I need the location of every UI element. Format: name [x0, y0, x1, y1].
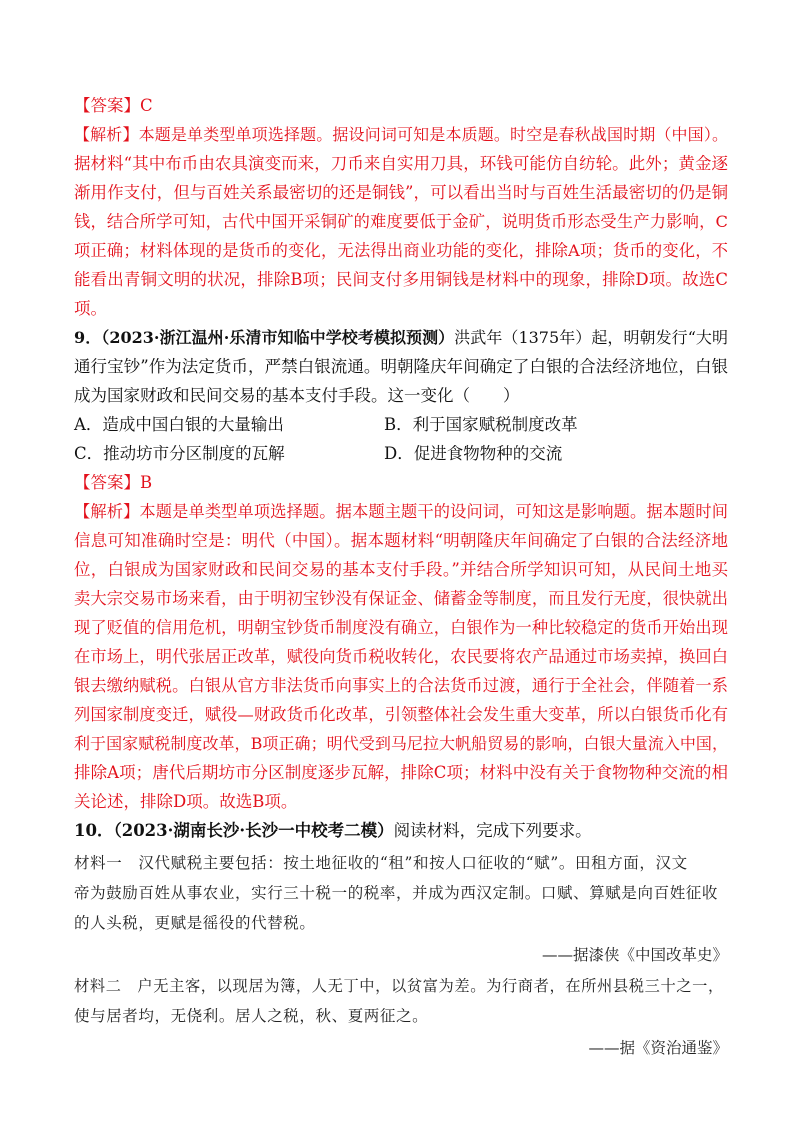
q9-answer: 【答案】B — [74, 473, 153, 492]
q9-stem-line: 成为国家财政和民间交易的基本支付手段。这一变化（ ） — [74, 386, 520, 405]
q9-analysis-line: 【解析】本题是单类型单项选择题。据本题主题干的设问词，可知这是影响题。据本题时间 — [74, 502, 729, 521]
material2-line: 材料二 户无主客，以现居为簿，人无丁中，以贫富为差。为行商者，在所州县税三十之一， — [74, 977, 724, 995]
q9-analysis-line: 排除A项；唐代后期坊市分区制度逐步瓦解，排除C项；材料中没有关于食物物种交流的相 — [74, 763, 728, 782]
q9-analysis-line: 信息可知准确时空是：明代（中国）。据本题材料“明朝隆庆年间确定了白银的合法经济地 — [74, 531, 728, 550]
q10-number: 10． — [74, 821, 114, 840]
q10-stem: 10．（2023·湖南长沙·长沙一中校考二模）阅读材料，完成下列要求。 — [74, 821, 592, 840]
material1-source: ——据漆侠《中国改革史》 — [541, 946, 728, 964]
material1-line: 材料一 汉代赋税主要包括：按土地征收的“租”和按人口征收的“赋”。田租方面，汉文 — [74, 854, 688, 872]
q9-option-a[interactable]: A．造成中国白银的大量输出 — [74, 415, 284, 434]
q9-number: 9． — [74, 328, 102, 347]
q8-analysis-line: 能看出青铜文明的状况，排除B项；民间支付多用铜钱是材料中的现象，排除D项。故选C — [74, 270, 728, 289]
q9-analysis-line: 利于国家赋税制度改革，B项正确；明代受到马尼拉大帆船贸易的影响，白银大量流入中国， — [74, 734, 728, 753]
q10-source: （2023·湖南长沙·长沙一中校考二模） — [113, 821, 394, 840]
q9-analysis-line: 关论述，排除D项。故选B项。 — [74, 792, 298, 811]
q8-analysis-line: 钱，结合所学可知，古代中国开采铜矿的难度要低于金矿，说明货币形态受生产力影响，C — [74, 212, 728, 231]
q9-option-b[interactable]: B．利于国家赋税制度改革 — [384, 415, 578, 434]
material2-source: ——据《资治通鉴》 — [588, 1039, 728, 1057]
q8-analysis-line: 渐用作支付，但与百姓关系最密切的还是铜钱”，可以看出当时与百姓生活最密切的仍是铜 — [74, 183, 728, 202]
q9-analysis-line: 卖大宗交易市场来看，由于明初宝钞没有保证金、储蓄金等制度，而且发行无度，很快就出 — [74, 589, 728, 608]
q9-analysis-line: 在市场上，明代张居正改革，赋役向货币税收转化，农民要将农产品通过市场卖掉，换回白 — [74, 647, 728, 666]
q8-analysis-line: 据材料“其中布币由农具演变而来，刀币来自实用刀具，环钱可能仿自纺轮。此外；黄金逐 — [74, 154, 728, 173]
q9-option-d[interactable]: D．促进食物物种的交流 — [384, 444, 563, 463]
material2-line: 使与居者均，无侥利。居人之税，秋、夏两征之。 — [74, 1007, 429, 1025]
q9-stem-line: 通行宝钞”作为法定货币，严禁白银流通。明朝隆庆年间确定了白银的合法经济地位，白银 — [74, 357, 728, 376]
q9-stem-line: 9．（2023·浙江温州·乐清市知临中学校考模拟预测）洪武年（1375年）起，明朝发行“大明 — [74, 328, 728, 347]
q8-analysis-line: 项。 — [74, 299, 107, 318]
material1-line: 帝为鼓励百姓从事农业，实行三十税一的税率，并成为西汉定制。口赋、算赋是向百姓征收 — [74, 884, 719, 902]
q9-option-c[interactable]: C．推动坊市分区制度的瓦解 — [74, 444, 285, 463]
material1-line: 的人头税，更赋是徭役的代替税。 — [74, 914, 316, 932]
q8-analysis-line: 【解析】本题是单类型单项选择题。据设问词可知是本质题。时空是春秋战国时期（中国）。 — [74, 125, 728, 144]
q9-analysis-line: 现了贬值的信用危机，明朝宝钞货币制度没有确立，白银作为一种比较稳定的货币开始出现 — [74, 618, 728, 637]
q9-analysis-line: 银去缴纳赋税。白银从官方非法货币向事实上的合法货币过渡，通行于全社会，伴随着一系 — [74, 676, 728, 695]
q9-analysis-line: 位，白银成为国家财政和民间交易的基本支付手段。”并结合所学知识可知，从民间土地买 — [74, 560, 728, 579]
q9-source: （2023·浙江温州·乐清市知临中学校考模拟预测） — [101, 328, 455, 347]
q8-answer: 【答案】C — [74, 96, 153, 115]
q9-analysis-line: 列国家制度变迁，赋役—财政货币化改革，引领整体社会发生重大变革，所以白银货币化有 — [74, 705, 728, 724]
q8-analysis-line: 项正确；材料体现的是货币的变化，无法得出商业功能的变化，排除A项；货币的变化，不 — [74, 241, 728, 260]
